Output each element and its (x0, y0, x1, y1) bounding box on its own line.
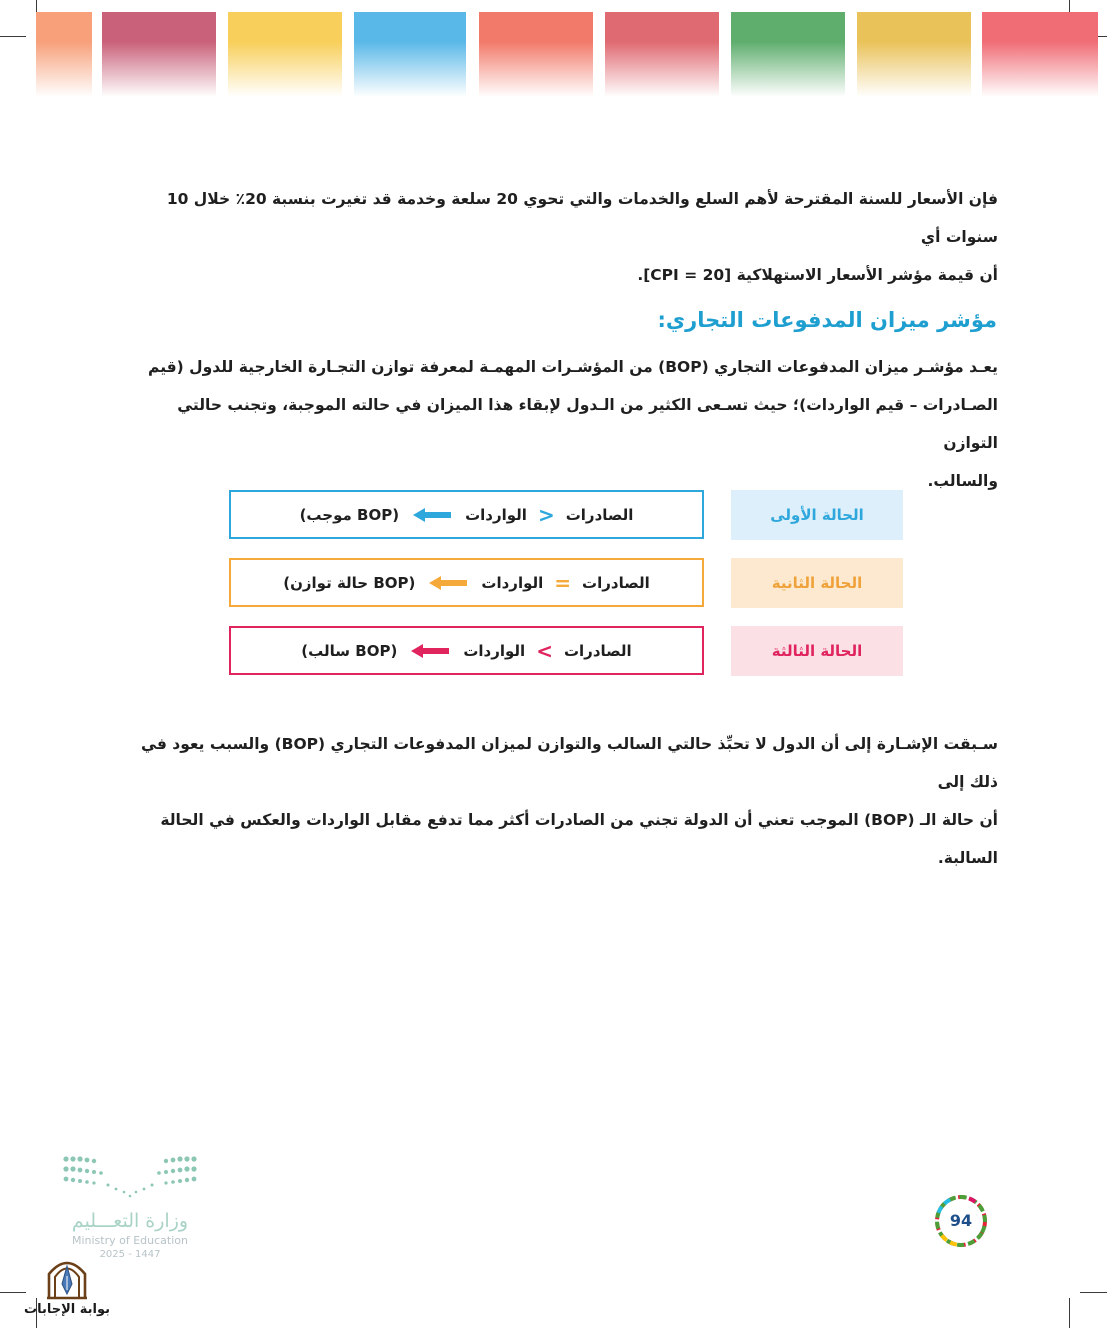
header-tab (731, 12, 845, 97)
case-box-1 (229, 490, 704, 539)
header-tab (228, 12, 342, 97)
left-arrow-icon (411, 644, 449, 658)
intro-line-2: أن قيمة مؤشر الأسعار الاستهلاكية [CPI = 20]. (637, 266, 998, 284)
header-tab (857, 12, 971, 97)
closing-line-2: أن حالة الـ (BOP) الموجب تعني أن الدولة تجني من الصادرات أكثر مما تدفع مقابل الواردات والعكس في الحالة السالبة. (160, 811, 998, 867)
edition-year: 2025 - 1447 (99, 1249, 161, 1260)
section-heading: مؤشر ميزان المدفوعات التجاري: (657, 308, 997, 332)
page-number: 94 (949, 1211, 973, 1230)
ministry-logo (60, 1152, 200, 1260)
case-result: (BOP حالة توازن) (283, 573, 416, 592)
case-label-2: الحالة الثانية (731, 558, 903, 608)
crop-mark (1080, 1292, 1107, 1293)
closing-line-1: سـبقت الإشـارة إلى أن الدول لا تحبِّذ حالتي السالب والتوازن لميزان المدفوعات التجاري (BOP) والسبب يعود في ذلك إلى (141, 735, 998, 791)
relation-symbol: > (536, 638, 553, 663)
intro-paragraph (136, 180, 998, 294)
crop-mark (1069, 1298, 1070, 1328)
portal-name: بوابة الإجابات (24, 1302, 110, 1317)
header-tab (605, 12, 719, 97)
header-tab (36, 12, 92, 97)
ministry-name-ar: وزارة التعـــليم (71, 1210, 189, 1232)
case-exports: الصادرات (565, 505, 634, 524)
case-box-3 (229, 626, 704, 675)
left-arrow-icon (429, 576, 467, 590)
relation-symbol: = (554, 570, 572, 595)
ministry-name-en: Ministry of Education (71, 1234, 188, 1247)
case-box-2 (229, 558, 704, 607)
header-color-tabs (36, 12, 1098, 97)
crop-mark (0, 36, 26, 37)
pen-emblem-icon (45, 1254, 89, 1300)
header-tab (102, 12, 216, 97)
portal-watermark (22, 1254, 112, 1317)
section-paragraph (136, 348, 998, 500)
case-result: (BOP موجب) (299, 505, 400, 524)
case-result: (BOP سالب) (301, 641, 398, 660)
header-tab (479, 12, 593, 97)
header-tab (354, 12, 466, 97)
section-line-2: الصـادرات – قيم الواردات)؛ حيث تسـعى الكثير من الـدول لإبقاء هذا الميزان في حالته الموجبة، وتجنب حالتي التوازن (177, 396, 998, 452)
case-exports: الصادرات (582, 573, 650, 592)
case-exports: الصادرات (563, 641, 632, 660)
intro-line-1: فإن الأسعار للسنة المقترحة لأهم السلع والخدمات والتي تحوي 20 سلعة وخدمة قد تغيرت بنسبة 20٪ خلال 10 سنوات أي (166, 190, 998, 246)
case-label-3: الحالة الثالثة (731, 626, 903, 676)
left-arrow-icon (413, 508, 451, 522)
case-imports: الواردات (481, 573, 544, 592)
closing-paragraph (136, 725, 998, 877)
case-imports: الواردات (463, 641, 526, 660)
case-label-1: الحالة الأولى (731, 490, 903, 540)
case-imports: الواردات (465, 505, 527, 524)
ministry-dots-icon (60, 1152, 200, 1200)
section-line-1: يعـد مؤشـر ميزان المدفوعات التجاري (BOP) من المؤشـرات المهمـة لمعرفة توازن التجـارة الخارجية للدول (قيم (148, 358, 998, 376)
header-tab (982, 12, 1098, 97)
relation-symbol: < (537, 502, 555, 527)
section-line-3: والسالب. (927, 472, 998, 490)
